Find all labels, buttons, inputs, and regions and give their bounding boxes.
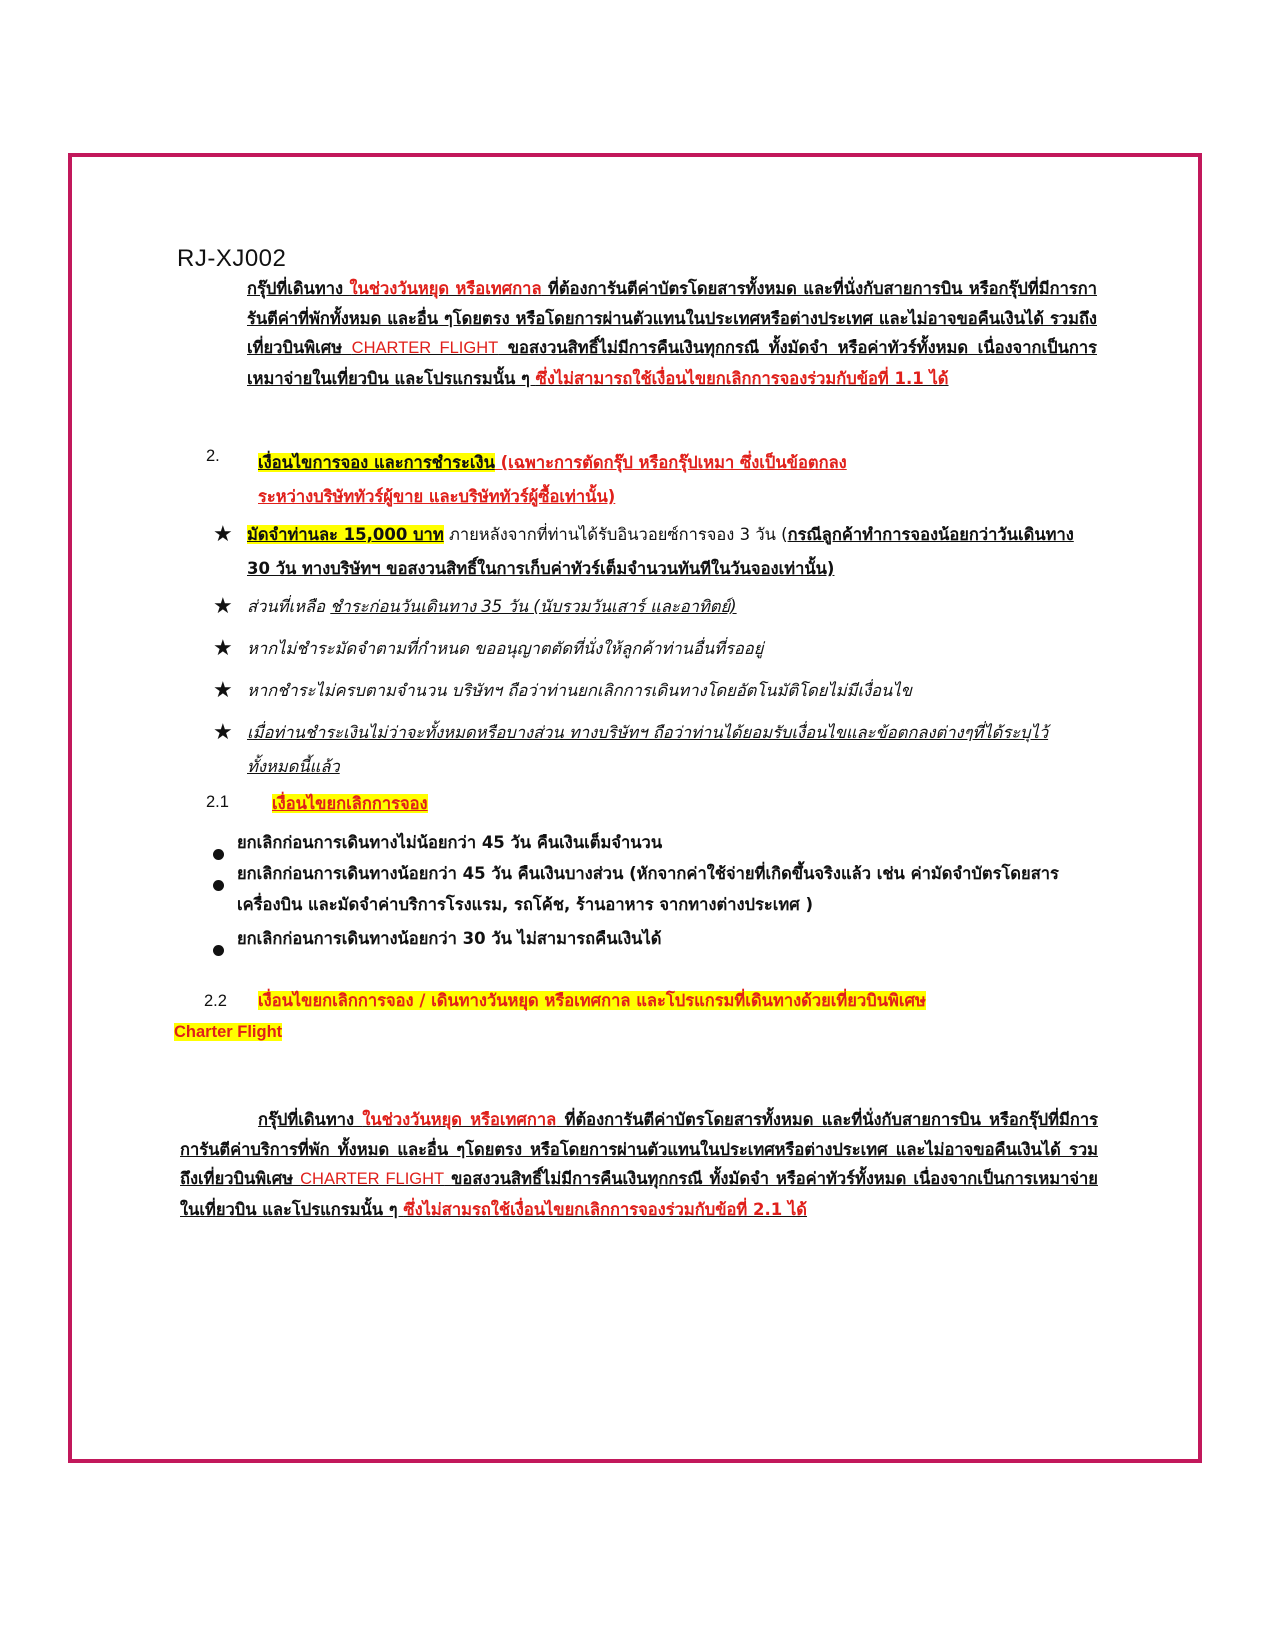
text: ชำระก่อนวันเดินทาง 35 วัน (นับรวมวันเสาร์ และอาทิตย์): [330, 597, 737, 616]
section-number: 2.: [206, 447, 220, 465]
star-icon: ★: [213, 720, 233, 745]
text: ภายหลังจากที่ท่านได้รับอินวอยซ์การจอง 3 วัน (: [443, 525, 788, 544]
text: ขอสงวนสิทธิ์ไม่มีการคืนเงินทุกกรณี ทั้งมัดจำ หรือค่าทัวร์ทั้งหมด เนื่องจากเป็นการเหมาจ่ายในเที่ยวบิน และโปรแกรมนั้น ๆ: [247, 338, 1097, 388]
star-icon: ★: [213, 636, 233, 661]
section-2-2-heading: [258, 988, 1108, 1014]
text-red: ซึ่งไม่สามรถใช้เงื่อนไขยกเลิกการจองร่วมกับข้อที่ 2.1 ได้: [403, 1199, 808, 1219]
text: มัดจำท่านละ 15,000 บาท: [247, 525, 444, 544]
star-icon: ★: [213, 678, 233, 703]
star-icon: ★: [213, 594, 233, 619]
text-red: CHARTER FLIGHT: [300, 1170, 445, 1188]
section-number: 2.1: [206, 793, 229, 811]
text: ขอสงวนสิทธิ์ไม่มีการคืนเงินทุกกรณี ทั้งมัดจำ หรือค่าทัวร์ทั้งหมด เนื่องจากเป็นการเหมาจ่ายในเที่ยวบิน และโปรแกรมนั้น ๆ: [180, 1169, 1098, 1219]
section-title: เงื่อนไขยกเลิกการจอง: [272, 794, 428, 813]
section-number: 2.2: [204, 992, 227, 1010]
section-title: เงื่อนไขยกเลิกการจอง / เดินทางวันหยุด หรือเทศกาล และโปรแกรมที่เดินทางด้วยเที่ยวบินพิเศษ: [258, 991, 926, 1010]
text-red: ในช่วงวันหยุด หรือเทศกาล: [349, 279, 542, 298]
text: กรุ๊ปที่เดินทาง: [258, 1110, 363, 1129]
document-code: RJ-XJ002: [177, 245, 287, 272]
section-title: Charter Flight: [174, 1023, 283, 1041]
text: ส่วนที่เหลือ: [247, 597, 331, 616]
section-2-2-heading-cont: [174, 1022, 282, 1042]
text: ยกเลิกก่อนการเดินทางน้อยกว่า 45 วัน คืนเงินบางส่วน (หักจากค่าใช้จ่ายที่เกิดขึ้นจริงแล้ว เช่น ค่ามัดจำบัตรโดยสารเครื่องบิน และมัดจำค่าบริการโรงแรม, รถโค้ช, ร้านอาหาร จากทางต่างประเทศ ): [237, 864, 1059, 914]
text-red: CHARTER FLIGHT: [351, 339, 499, 357]
section-note: ระหว่างบริษัททัวร์ผู้ขาย และบริษัททัวร์ผู้ซื้อเท่านั้น): [258, 487, 616, 506]
text: กรณีลูกค้าทำการจองน้อยกว่าวันเดินทาง 30 วัน ทางบริษัทฯ ขอสงวนสิทธิ์ในการเก็บค่าทัวร์เต็มจำนวนทันทีในวันจองเท่านั้น): [247, 525, 1074, 578]
section-note: (เฉพาะการตัดกรุ๊ป หรือกรุ๊ปเหมา ซึ่งเป็นข้อตกลง: [494, 453, 847, 472]
text: ที่ต้องการันตีค่าบัตรโดยสารทั้งหมด และที่นั่งกับสายการบิน หรือกรุ๊ปที่มีการการันตีค่าบริการที่พัก ทั้งหมด และอื่น ๆโดยตรง หรือโดยการผ่านตัวแทนในประเทศหรือต่างประเทศ และไม่อาจขอคืนเงินได้ รวมถึงเที่ยวบินพิเศษ: [180, 1110, 1099, 1188]
text: หากชำระไม่ครบตามจำนวน บริษัทฯ ถือว่าท่านยกเลิกการเดินทางโดยอัตโนมัติโดยไม่มีเงื่อนไข: [247, 681, 912, 700]
bullet-icon: [213, 837, 224, 871]
text: ที่ต้องการันตีค่าบัตรโดยสารทั้งหมด และที่นั่งกับสายการบิน หรือกรุ๊ปที่มีการการันตีค่าที่พักทั้งหมด และอื่น ๆโดยตรง หรือโดยการผ่านตัวแทนในประเทศหรือต่างประเทศ และไม่อาจขอคืนเงินได้ รวมถึงเที่ยวบินพิเศษ: [247, 279, 1097, 357]
star-icon: ★: [213, 522, 233, 547]
section-2-heading: [258, 446, 1108, 514]
text: กรุ๊ปที่เดินทาง: [247, 279, 350, 298]
bullet-icon: [213, 933, 224, 967]
text: เมื่อท่านชำระเงินไม่ว่าจะทั้งหมดหรือบางส่วน ทางบริษัทฯ ถือว่าท่านได้ยอมรับเงื่อนไขและข้อตกลงต่างๆที่ได้ระบุไว้ทั้งหมดนี้แล้ว: [247, 723, 1049, 776]
text: ยกเลิกก่อนการเดินทางไม่น้อยกว่า 45 วัน คืนเงินเต็มจำนวน: [237, 833, 663, 852]
text: ยกเลิกก่อนการเดินทางน้อยกว่า 30 วัน ไม่สามารถคืนเงินได้: [237, 929, 662, 948]
bullet-icon: [213, 869, 224, 900]
charter-policy-paragraph: [247, 274, 1097, 393]
text: หากไม่ชำระมัดจำตามที่กำหนด ขออนุญาตตัดที่นั่งให้ลูกค้าท่านอื่นที่รออยู่: [247, 639, 764, 658]
section-2-1-heading: [272, 791, 428, 817]
text-red: ในช่วงวันหยุด หรือเทศกาล: [362, 1110, 557, 1129]
charter-policy-paragraph-2: [180, 1105, 1098, 1224]
section-title: เงื่อนไขการจอง และการชำระเงิน: [258, 453, 495, 472]
text-red: ซึ่งไม่สามารถใช้เงื่อนไขยกเลิกการจองร่วมกับข้อที่ 1.1 ได้: [535, 368, 949, 388]
